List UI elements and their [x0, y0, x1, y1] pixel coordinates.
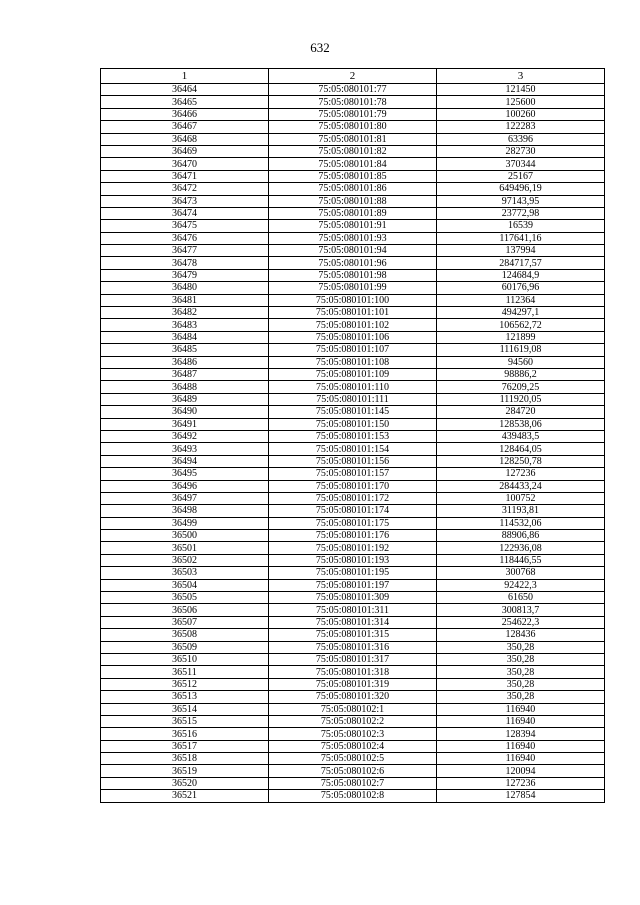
cadastral-number-cell: 75:05:080102:6 — [269, 765, 437, 777]
value-cell: 94560 — [437, 356, 605, 368]
cadastral-number-cell: 75:05:080101:175 — [269, 517, 437, 529]
table-row — [101, 220, 605, 232]
cadastral-number-cell: 75:05:080101:78 — [269, 96, 437, 108]
cadastral-number-cell: 75:05:080101:170 — [269, 480, 437, 492]
row-number-cell: 36504 — [101, 579, 269, 591]
table-row — [101, 505, 605, 517]
row-number-cell: 36503 — [101, 567, 269, 579]
table-row — [101, 728, 605, 740]
table-row — [101, 753, 605, 765]
value-cell: 300768 — [437, 567, 605, 579]
cadastral-number-cell: 75:05:080101:86 — [269, 183, 437, 195]
value-cell: 116940 — [437, 715, 605, 727]
value-cell: 111920,05 — [437, 393, 605, 405]
table-row — [101, 777, 605, 789]
value-cell: 63396 — [437, 133, 605, 145]
row-number-cell: 36488 — [101, 381, 269, 393]
value-cell: 649496,19 — [437, 183, 605, 195]
value-cell: 100260 — [437, 108, 605, 120]
value-cell: 118446,55 — [437, 554, 605, 566]
cadastral-number-cell: 75:05:080102:8 — [269, 790, 437, 802]
value-cell: 121899 — [437, 331, 605, 343]
row-number-cell: 36466 — [101, 108, 269, 120]
table-row — [101, 678, 605, 690]
row-number-cell: 36477 — [101, 245, 269, 257]
table-row — [101, 393, 605, 405]
column-header-2: 2 — [269, 69, 437, 84]
table-body — [101, 84, 605, 803]
value-cell: 116940 — [437, 703, 605, 715]
row-number-cell: 36482 — [101, 307, 269, 319]
value-cell: 111619,08 — [437, 344, 605, 356]
row-number-cell: 36507 — [101, 616, 269, 628]
table-row — [101, 368, 605, 380]
table-row — [101, 195, 605, 207]
cadastral-number-cell: 75:05:080101:311 — [269, 604, 437, 616]
value-cell: 284717,57 — [437, 257, 605, 269]
value-cell: 350,28 — [437, 678, 605, 690]
cadastral-number-cell: 75:05:080101:77 — [269, 84, 437, 96]
table-row — [101, 269, 605, 281]
table-row — [101, 344, 605, 356]
row-number-cell: 36520 — [101, 777, 269, 789]
value-cell: 439483,5 — [437, 430, 605, 442]
value-cell: 106562,72 — [437, 319, 605, 331]
value-cell: 124684,9 — [437, 269, 605, 281]
row-number-cell: 36465 — [101, 96, 269, 108]
value-cell: 350,28 — [437, 691, 605, 703]
table-row — [101, 641, 605, 653]
row-number-cell: 36511 — [101, 666, 269, 678]
table-row — [101, 145, 605, 157]
row-number-cell: 36496 — [101, 480, 269, 492]
table-row — [101, 232, 605, 244]
value-cell: 98886,2 — [437, 368, 605, 380]
table-row — [101, 530, 605, 542]
table-row — [101, 492, 605, 504]
value-cell: 125600 — [437, 96, 605, 108]
value-cell: 137994 — [437, 245, 605, 257]
table-row — [101, 406, 605, 418]
value-cell: 494297,1 — [437, 307, 605, 319]
cadastral-number-cell: 75:05:080102:1 — [269, 703, 437, 715]
value-cell: 282730 — [437, 145, 605, 157]
row-number-cell: 36506 — [101, 604, 269, 616]
cadastral-number-cell: 75:05:080101:93 — [269, 232, 437, 244]
row-number-cell: 36483 — [101, 319, 269, 331]
cadastral-number-cell: 75:05:080101:157 — [269, 468, 437, 480]
row-number-cell: 36472 — [101, 183, 269, 195]
value-cell: 120094 — [437, 765, 605, 777]
cadastral-number-cell: 75:05:080101:150 — [269, 418, 437, 430]
table-row — [101, 691, 605, 703]
cadastral-number-cell: 75:05:080101:85 — [269, 170, 437, 182]
cadastral-number-cell: 75:05:080101:110 — [269, 381, 437, 393]
value-cell: 23772,98 — [437, 207, 605, 219]
row-number-cell: 36471 — [101, 170, 269, 182]
row-number-cell: 36487 — [101, 368, 269, 380]
value-cell: 76209,25 — [437, 381, 605, 393]
row-number-cell: 36493 — [101, 443, 269, 455]
value-cell: 350,28 — [437, 666, 605, 678]
table-row — [101, 604, 605, 616]
table-row — [101, 121, 605, 133]
cadastral-number-cell: 75:05:080101:89 — [269, 207, 437, 219]
cadastral-number-cell: 75:05:080101:156 — [269, 455, 437, 467]
table-row — [101, 579, 605, 591]
cadastral-number-cell: 75:05:080101:315 — [269, 629, 437, 641]
table-row — [101, 294, 605, 306]
value-cell: 127236 — [437, 468, 605, 480]
cadastral-number-cell: 75:05:080102:5 — [269, 753, 437, 765]
row-number-cell: 36521 — [101, 790, 269, 802]
table-row — [101, 418, 605, 430]
table-row — [101, 790, 605, 802]
row-number-cell: 36476 — [101, 232, 269, 244]
cadastral-number-cell: 75:05:080101:314 — [269, 616, 437, 628]
row-number-cell: 36464 — [101, 84, 269, 96]
cadastral-number-cell: 75:05:080101:193 — [269, 554, 437, 566]
cadastral-number-cell: 75:05:080101:109 — [269, 368, 437, 380]
row-number-cell: 36495 — [101, 468, 269, 480]
data-table — [100, 68, 605, 803]
cadastral-number-cell: 75:05:080101:154 — [269, 443, 437, 455]
row-number-cell: 36498 — [101, 505, 269, 517]
table-row — [101, 183, 605, 195]
value-cell: 117641,16 — [437, 232, 605, 244]
value-cell: 61650 — [437, 592, 605, 604]
cadastral-number-cell: 75:05:080101:80 — [269, 121, 437, 133]
value-cell: 128538,06 — [437, 418, 605, 430]
value-cell: 350,28 — [437, 653, 605, 665]
value-cell: 284720 — [437, 406, 605, 418]
table-row — [101, 765, 605, 777]
cadastral-number-cell: 75:05:080102:3 — [269, 728, 437, 740]
value-cell: 97143,95 — [437, 195, 605, 207]
cadastral-number-cell: 75:05:080101:309 — [269, 592, 437, 604]
value-cell: 100752 — [437, 492, 605, 504]
table-row — [101, 356, 605, 368]
cadastral-number-cell: 75:05:080101:316 — [269, 641, 437, 653]
value-cell: 114532,06 — [437, 517, 605, 529]
value-cell: 116940 — [437, 753, 605, 765]
table-row — [101, 331, 605, 343]
row-number-cell: 36518 — [101, 753, 269, 765]
row-number-cell: 36492 — [101, 430, 269, 442]
cadastral-number-cell: 75:05:080101:81 — [269, 133, 437, 145]
cadastral-number-cell: 75:05:080101:84 — [269, 158, 437, 170]
cadastral-number-cell: 75:05:080101:317 — [269, 653, 437, 665]
row-number-cell: 36510 — [101, 653, 269, 665]
table-row — [101, 170, 605, 182]
row-number-cell: 36490 — [101, 406, 269, 418]
cadastral-number-cell: 75:05:080101:106 — [269, 331, 437, 343]
cadastral-number-cell: 75:05:080101:82 — [269, 145, 437, 157]
row-number-cell: 36494 — [101, 455, 269, 467]
table-row — [101, 480, 605, 492]
row-number-cell: 36489 — [101, 393, 269, 405]
table-row — [101, 257, 605, 269]
cadastral-number-cell: 75:05:080101:79 — [269, 108, 437, 120]
row-number-cell: 36501 — [101, 542, 269, 554]
cadastral-number-cell: 75:05:080101:100 — [269, 294, 437, 306]
row-number-cell: 36474 — [101, 207, 269, 219]
table-row — [101, 703, 605, 715]
cadastral-number-cell: 75:05:080102:7 — [269, 777, 437, 789]
value-cell: 254622,3 — [437, 616, 605, 628]
row-number-cell: 36519 — [101, 765, 269, 777]
row-number-cell: 36505 — [101, 592, 269, 604]
table-header — [101, 69, 605, 84]
cadastral-number-cell: 75:05:080101:102 — [269, 319, 437, 331]
value-cell: 350,28 — [437, 641, 605, 653]
table-row — [101, 567, 605, 579]
table-row — [101, 430, 605, 442]
table-row — [101, 108, 605, 120]
row-number-cell: 36500 — [101, 530, 269, 542]
cadastral-number-cell: 75:05:080101:91 — [269, 220, 437, 232]
table-row — [101, 133, 605, 145]
cadastral-number-cell: 75:05:080102:4 — [269, 740, 437, 752]
table-row — [101, 715, 605, 727]
row-number-cell: 36473 — [101, 195, 269, 207]
cadastral-number-cell: 75:05:080101:318 — [269, 666, 437, 678]
value-cell: 16539 — [437, 220, 605, 232]
cadastral-number-cell: 75:05:080101:153 — [269, 430, 437, 442]
row-number-cell: 36479 — [101, 269, 269, 281]
row-number-cell: 36469 — [101, 145, 269, 157]
row-number-cell: 36517 — [101, 740, 269, 752]
table-row — [101, 443, 605, 455]
cadastral-number-cell: 75:05:080101:96 — [269, 257, 437, 269]
table-row — [101, 381, 605, 393]
row-number-cell: 36502 — [101, 554, 269, 566]
header-row — [101, 69, 605, 84]
value-cell: 370344 — [437, 158, 605, 170]
table-row — [101, 554, 605, 566]
row-number-cell: 36468 — [101, 133, 269, 145]
row-number-cell: 36499 — [101, 517, 269, 529]
row-number-cell: 36497 — [101, 492, 269, 504]
value-cell: 300813,7 — [437, 604, 605, 616]
table-row — [101, 245, 605, 257]
value-cell: 127854 — [437, 790, 605, 802]
cadastral-number-cell: 75:05:080101:197 — [269, 579, 437, 591]
table-row — [101, 629, 605, 641]
cadastral-number-cell: 75:05:080101:319 — [269, 678, 437, 690]
row-number-cell: 36509 — [101, 641, 269, 653]
cadastral-number-cell: 75:05:080101:145 — [269, 406, 437, 418]
row-number-cell: 36491 — [101, 418, 269, 430]
page-number: 632 — [310, 40, 330, 55]
value-cell: 88906,86 — [437, 530, 605, 542]
cadastral-number-cell: 75:05:080101:88 — [269, 195, 437, 207]
cadastral-number-cell: 75:05:080101:174 — [269, 505, 437, 517]
value-cell: 116940 — [437, 740, 605, 752]
table-row — [101, 96, 605, 108]
cadastral-number-cell: 75:05:080101:172 — [269, 492, 437, 504]
table-row — [101, 666, 605, 678]
table-row — [101, 207, 605, 219]
value-cell: 92422,3 — [437, 579, 605, 591]
row-number-cell: 36475 — [101, 220, 269, 232]
row-number-cell: 36515 — [101, 715, 269, 727]
row-number-cell: 36514 — [101, 703, 269, 715]
value-cell: 128436 — [437, 629, 605, 641]
table-row — [101, 455, 605, 467]
row-number-cell: 36486 — [101, 356, 269, 368]
table-row — [101, 468, 605, 480]
row-number-cell: 36470 — [101, 158, 269, 170]
cadastral-number-cell: 75:05:080101:192 — [269, 542, 437, 554]
row-number-cell: 36485 — [101, 344, 269, 356]
row-number-cell: 36467 — [101, 121, 269, 133]
row-number-cell: 36484 — [101, 331, 269, 343]
cadastral-number-cell: 75:05:080101:176 — [269, 530, 437, 542]
row-number-cell: 36513 — [101, 691, 269, 703]
value-cell: 112364 — [437, 294, 605, 306]
cadastral-number-cell: 75:05:080101:108 — [269, 356, 437, 368]
value-cell: 128250,78 — [437, 455, 605, 467]
cadastral-number-cell: 75:05:080101:98 — [269, 269, 437, 281]
table-row — [101, 307, 605, 319]
cadastral-number-cell: 75:05:080101:111 — [269, 393, 437, 405]
table-row — [101, 84, 605, 96]
table-row — [101, 542, 605, 554]
cadastral-number-cell: 75:05:080101:107 — [269, 344, 437, 356]
value-cell: 60176,96 — [437, 282, 605, 294]
row-number-cell: 36478 — [101, 257, 269, 269]
cadastral-number-cell: 75:05:080101:101 — [269, 307, 437, 319]
value-cell: 122936,08 — [437, 542, 605, 554]
value-cell: 121450 — [437, 84, 605, 96]
table-row — [101, 517, 605, 529]
column-header-3: 3 — [437, 69, 605, 84]
value-cell: 128394 — [437, 728, 605, 740]
value-cell: 25167 — [437, 170, 605, 182]
row-number-cell: 36512 — [101, 678, 269, 690]
row-number-cell: 36508 — [101, 629, 269, 641]
cadastral-number-cell: 75:05:080101:320 — [269, 691, 437, 703]
table-row — [101, 592, 605, 604]
table-row — [101, 319, 605, 331]
table-row — [101, 616, 605, 628]
cadastral-number-cell: 75:05:080101:99 — [269, 282, 437, 294]
value-cell: 128464,05 — [437, 443, 605, 455]
table-row — [101, 158, 605, 170]
cadastral-number-cell: 75:05:080102:2 — [269, 715, 437, 727]
value-cell: 122283 — [437, 121, 605, 133]
value-cell: 284433,24 — [437, 480, 605, 492]
value-cell: 127236 — [437, 777, 605, 789]
row-number-cell: 36480 — [101, 282, 269, 294]
table-row — [101, 653, 605, 665]
value-cell: 31193,81 — [437, 505, 605, 517]
table-row — [101, 740, 605, 752]
row-number-cell: 36516 — [101, 728, 269, 740]
cadastral-number-cell: 75:05:080101:94 — [269, 245, 437, 257]
table-row — [101, 282, 605, 294]
column-header-1: 1 — [101, 69, 269, 84]
cadastral-number-cell: 75:05:080101:195 — [269, 567, 437, 579]
row-number-cell: 36481 — [101, 294, 269, 306]
